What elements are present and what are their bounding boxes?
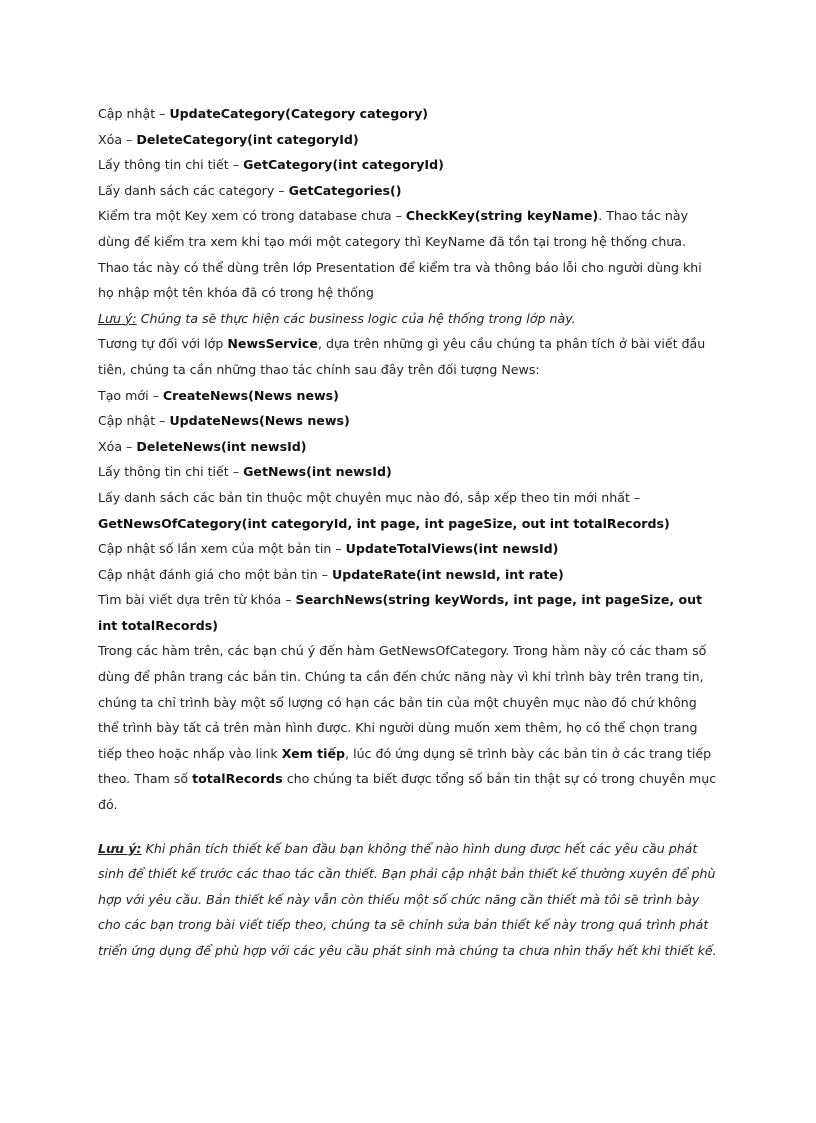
method-search-news: SearchNews(string keyWords, int page, int pageSize, out int totalRecords) — [98, 592, 703, 633]
category-get-line: Lấy thông tin chi tiết – GetCategory(int categoryId) — [98, 157, 444, 173]
paging-paragraph: Trong các hàm trên, các bạn chú ý đến hàm GetNewsOfCategory. Trong hàm này có các tham số dùng để phân trang các bản tin. Chúng ta cần đến chức năng này vì khi trình bày trên trang tin, chúng ta chỉ trình bày một số lượng có hạn các bản tin của một chuyên mục nào đó chứ không thể trình bày tất cả trên màn hình được. Khi người dùng muốn xem thêm, họ có thể chọn trang tiếp theo hoặc nhấp vào link Xem tiếp, lúc đó ứng dụng sẽ trình bày các bản tin ở các trang tiếp theo. Tham số totalRecords cho chúng ta biết được tổng số bản tin thật sự có trong chuyên mục đó. — [98, 643, 717, 813]
update-views-line: Cập nhật số lần xem của một bản tin – UpdateTotalViews(int newsId) — [98, 541, 559, 557]
method-get-categories: GetCategories() — [288, 182, 402, 198]
method-update-category: UpdateCategory(Category category) — [169, 106, 429, 121]
note-business-logic: Lưu ý: Chúng ta sẽ thực hiện các business logic của hệ thống trong lớp này. — [98, 310, 576, 326]
update-rate-line: Cập nhật đánh giá cho một bản tin – UpdateRate(int newsId, int rate) — [98, 566, 564, 582]
note-label-2: Lưu ý: — [98, 840, 142, 856]
paragraph-gap — [98, 818, 718, 836]
param-total-records: totalRecords — [192, 771, 283, 787]
checkkey-paragraph: Kiểm tra một Key xem có trong database chưa – CheckKey(string keyName). Thao tác này dùng để kiểm tra xem khi tạo mới một category thì KeyName đã tồn tại trong hệ thống chưa. Thao tác này có thể dùng trên lớp Presentation để kiểm tra và thông báo lỗi cho người dùng khi họ nhập một tên khóa đã có trong hệ thống — [98, 208, 702, 301]
search-news-line: Tìm bài viết dựa trên từ khóa – SearchNews(string keyWords, int page, int pageSize, out int totalRecords) — [98, 592, 703, 633]
method-update-rate: UpdateRate(int newsId, int rate) — [331, 566, 564, 582]
news-update-line: Cập nhật – UpdateNews(News news) — [98, 413, 350, 429]
method-update-total-views: UpdateTotalViews(int newsId) — [345, 541, 559, 557]
note-label: Lưu ý: — [98, 310, 137, 326]
news-create-line: Tạo mới – CreateNews(News news) — [98, 387, 339, 403]
news-get-line: Lấy thông tin chi tiết – GetNews(int newsId) — [98, 464, 392, 480]
method-create-news: CreateNews(News news) — [162, 387, 339, 403]
category-update-line: Cập nhật – UpdateCategory(Category category) — [98, 106, 429, 121]
category-list-line: Lấy danh sách các category – GetCategories() — [98, 182, 402, 198]
document-page — [98, 101, 718, 964]
method-get-news-of-category: GetNewsOfCategory(int categoryId, int page, int pageSize, out int totalRecords) — [98, 515, 670, 531]
note-design-paragraph: Lưu ý: Khi phân tích thiết kế ban đầu bạn không thể nào hình dung được hết các yêu cầu phát sinh để thiết kế trước các thao tác cần thiết. Bạn phải cập nhật bản thiết kế thường xuyên để phù hợp với yêu cầu. Bản thiết kế này vẫn còn thiếu một số chức năng cần thiết mà tôi sẽ trình bày cho các bạn trong bài viết tiếp theo, chúng ta sẽ chỉnh sửa bản thiết kế này trong quá trình phát triển ứng dụng để phù hợp với các yêu cầu phát sinh mà chúng ta chưa nhìn thấy hết khi thiết kế. — [98, 840, 717, 958]
xem-tiep-link: Xem tiếp — [281, 745, 346, 761]
method-update-news: UpdateNews(News news) — [169, 413, 350, 429]
news-service-intro: Tương tự đối với lớp NewsService, dựa trên những gì yêu cầu chúng ta phân tích ở bài viết đầu tiên, chúng ta cần những thao tác chính sau đây trên đối tượng News: — [98, 336, 706, 377]
method-get-category: GetCategory(int categoryId) — [243, 157, 444, 173]
method-get-news: GetNews(int newsId) — [243, 464, 392, 480]
category-delete-line: Xóa – DeleteCategory(int categoryId) — [98, 131, 359, 147]
class-news-service: NewsService — [227, 336, 318, 352]
method-delete-category: DeleteCategory(int categoryId) — [136, 131, 359, 147]
method-delete-news: DeleteNews(int newsId) — [136, 438, 307, 454]
news-delete-line: Xóa – DeleteNews(int newsId) — [98, 438, 307, 454]
method-check-key: CheckKey(string keyName) — [405, 208, 599, 224]
news-by-category-line: Lấy danh sách các bản tin thuộc một chuyên mục nào đó, sắp xếp theo tin mới nhất – GetNewsOfCategory(int categoryId, int page, int pageSize, out int totalRecords) — [98, 489, 670, 531]
